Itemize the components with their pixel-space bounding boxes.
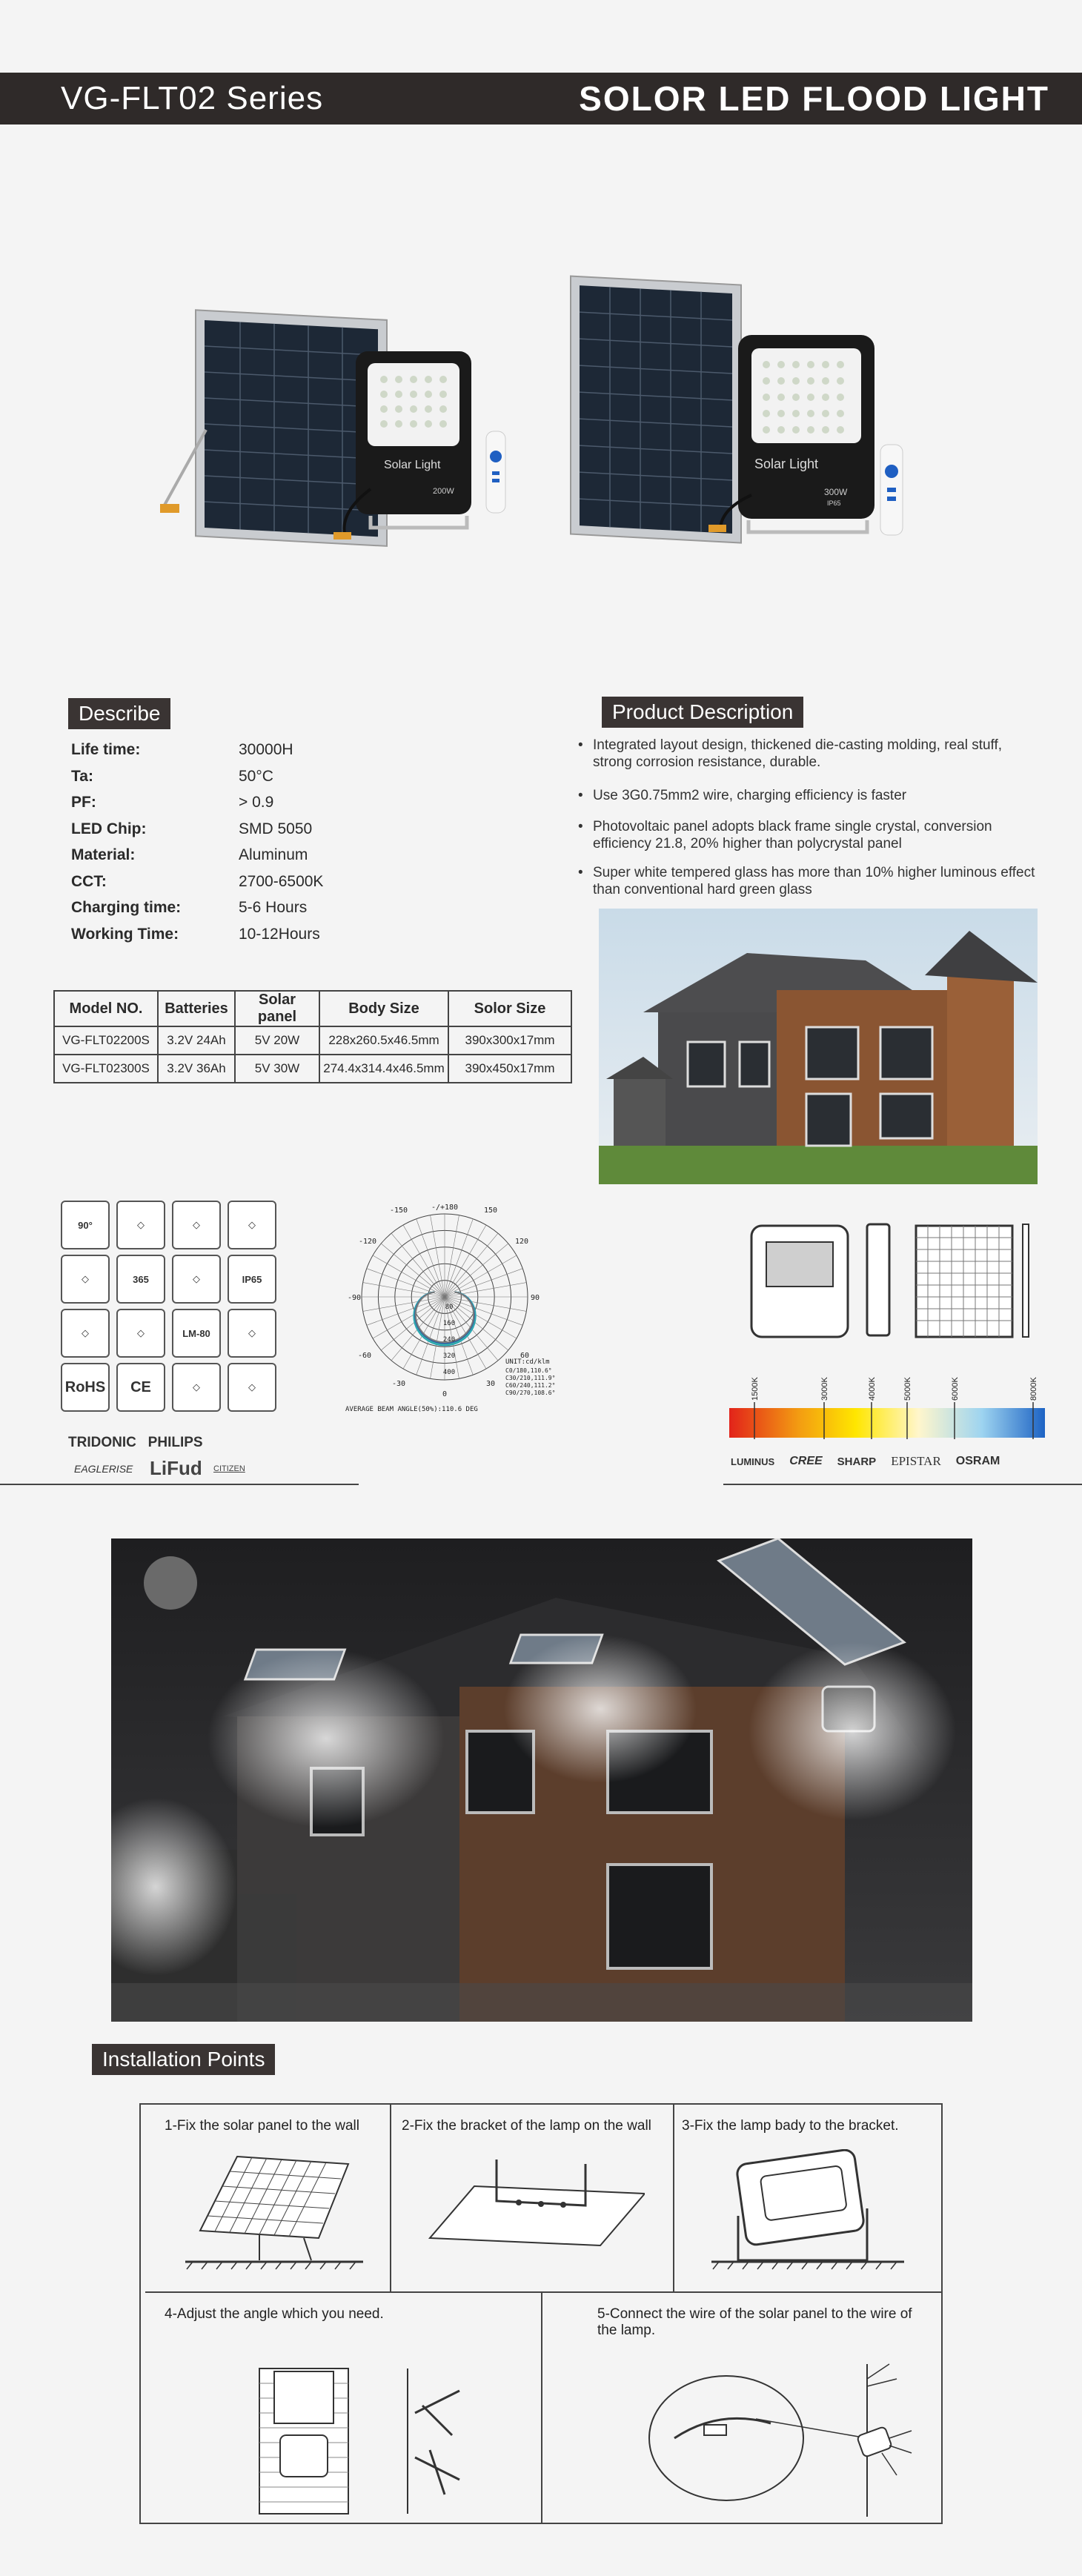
product-image-200w [148, 296, 534, 563]
lm80-icon: LM-80 [172, 1309, 221, 1358]
polar-legend-item: C60/240,111.2° [505, 1382, 556, 1389]
polar-ring-label: 160 [442, 1320, 456, 1327]
bracket-drawing [422, 2157, 645, 2253]
spec-value: 10-12Hours [239, 925, 320, 943]
left-divider [0, 1484, 359, 1485]
home-icon: ◇ [116, 1309, 165, 1358]
ip65-icon: IP65 [228, 1255, 276, 1304]
polar-tick-label: -60 [357, 1352, 372, 1360]
lightning-icon: ◇ [172, 1201, 221, 1249]
spec-value: 50°C [239, 767, 273, 785]
install-step-3: 3-Fix the lamp bady to the bracket. [682, 2118, 899, 2134]
table-cell: 274.4x314.4x46.5mm [319, 1055, 448, 1083]
polar-tick-label: 60 [520, 1352, 530, 1360]
table-header: Model NO. [54, 991, 158, 1026]
series-title: VG-FLT02 Series [61, 80, 324, 116]
description-item: • Use 3G0.75mm2 wire, charging efficiency is faster [593, 787, 1038, 804]
night-scene-photo [111, 1538, 972, 2022]
table-header: Solor Size [448, 991, 571, 1026]
polar-tick-label: 120 [514, 1238, 529, 1246]
table-cell: VG-FLT02200S [54, 1026, 158, 1055]
polar-legend-item: C0/180,110.6° [505, 1367, 552, 1374]
wire-connection-drawing [645, 2357, 926, 2517]
table-row [54, 1055, 571, 1083]
lifetime-365-icon: 365 [116, 1255, 165, 1304]
cct-tick-label: 4000K [868, 1377, 877, 1401]
description-item: • Super white tempered glass has more than 10% higher luminous effect than conventional hard green glass [593, 864, 1038, 898]
install-step-4: 4-Adjust the angle which you need. [165, 2306, 384, 2322]
polar-unit: UNIT:cd/klm [505, 1358, 550, 1366]
table-cell: 228x260.5x46.5mm [319, 1026, 448, 1055]
cct-tick-label: 8000K [1029, 1377, 1038, 1401]
spec-label: Material: [71, 846, 136, 863]
cct-tick-label: 6000K [951, 1377, 960, 1401]
spec-label: Ta: [71, 767, 93, 785]
lamp-watt-left: 200W [433, 487, 454, 496]
polar-tick-label: 90 [530, 1294, 540, 1302]
weee-icon: ◇ [228, 1309, 276, 1358]
table-header: Body Size [319, 991, 448, 1026]
spec-label: LED Chip: [71, 820, 147, 837]
solar-charge-icon: ◇ [61, 1255, 110, 1304]
table-cell: 390x450x17mm [448, 1055, 571, 1083]
polar-tick-label: -30 [391, 1380, 406, 1388]
model-table [53, 990, 572, 1083]
beam-angle-icon: 90° [61, 1201, 110, 1249]
polar-tick-label: 0 [442, 1390, 448, 1398]
table-cell: 3.2V 24Ah [158, 1026, 235, 1055]
polar-tick-label: -150 [389, 1206, 408, 1215]
lamp-ip-right: IP65 [827, 499, 841, 507]
spec-value: 5-6 Hours [239, 899, 308, 916]
cct-tick-label: 3000K [820, 1377, 829, 1401]
polar-tick-label: -90 [347, 1294, 362, 1302]
sun-icon: ◇ [172, 1255, 221, 1304]
recycle-bin-icon: ◇ [228, 1363, 276, 1412]
house-photo [599, 909, 1038, 1184]
spec-value: 30000H [239, 741, 293, 758]
right-divider [723, 1484, 1082, 1485]
polar-ring-label: 320 [442, 1352, 456, 1360]
spec-value: SMD 5050 [239, 820, 313, 837]
describe-tag: Describe [68, 698, 170, 729]
spec-label: PF: [71, 794, 96, 811]
cct-gradient-bar [729, 1408, 1045, 1438]
brand-cree: CREE [789, 1455, 823, 1467]
wall-lamp-drawing [245, 2361, 482, 2517]
lamp-label-right: Solar Light [754, 457, 819, 471]
spec-value: 2700-6500K [239, 872, 324, 890]
color-temperature-scale [719, 1371, 1052, 1453]
battery-timer-icon: ◇ [116, 1201, 165, 1249]
polar-legend-item: C90/270,108.6° [505, 1390, 556, 1396]
brand-luminus: LUMINUS [731, 1455, 775, 1467]
install-step-1: 1-Fix the solar panel to the wall [165, 2118, 359, 2134]
lamp-watt-right: 300W [824, 487, 848, 497]
description-item: • Photovoltaic panel adopts black frame single crystal, conversion efficiency 21.8, 20% higher than polycrystal panel [593, 818, 1038, 852]
polar-legend-item: C30/210,111.9° [505, 1375, 556, 1381]
description-item: • Integrated layout design, thickened die-casting molding, real stuff, strong corrosion resistance, durable. [593, 737, 1038, 771]
brand-tridonic: TRIDONIC [68, 1435, 136, 1450]
cct-tick-label: 1500K [751, 1377, 760, 1401]
product-image-300w [563, 273, 912, 554]
brand-osram: OSRAM [955, 1455, 1000, 1467]
table-header: Batteries [158, 991, 235, 1026]
polar-ring-label: 80 [445, 1304, 454, 1311]
rohs-icon: RoHS [61, 1363, 110, 1412]
spec-label: Working Time: [71, 925, 179, 943]
spec-label: CCT: [71, 872, 107, 890]
polar-ring-label: 400 [442, 1369, 456, 1376]
solar-panel-icon: ◇ [228, 1201, 276, 1249]
table-row [54, 1026, 571, 1055]
dimension-drawing [749, 1220, 1038, 1346]
lamp-bracket-drawing [711, 2149, 904, 2275]
product-title: SOLOR LED FLOOD LIGHT [579, 79, 1049, 118]
product-description-tag: Product Description [602, 697, 803, 728]
spec-value: Aluminum [239, 846, 308, 863]
table-header: Solar panel [235, 991, 319, 1026]
spec-value: > 0.9 [239, 794, 274, 811]
table-cell: 390x300x17mm [448, 1026, 571, 1055]
cct-tick-label: 5000K [903, 1377, 912, 1401]
install-step-5: 5-Connect the wire of the solar panel to the wire of the lamp. [597, 2306, 912, 2338]
dimming-icon: ◇ [61, 1309, 110, 1358]
brand-philips: PHILIPS [147, 1435, 203, 1450]
spec-label: Life time: [71, 741, 141, 758]
table-cell: 5V 20W [235, 1026, 319, 1055]
brand-citizen: CITIZEN [213, 1464, 245, 1473]
brand-sharp: SHARP [837, 1455, 877, 1468]
table-cell: VG-FLT02300S [54, 1055, 158, 1083]
solar-panel-drawing [185, 2149, 363, 2275]
table-cell: 3.2V 36Ah [158, 1055, 235, 1083]
installation-tag: Installation Points [92, 2044, 275, 2075]
ce-icon: CE [116, 1363, 165, 1412]
polar-ring-label: 240 [442, 1336, 456, 1344]
polar-tick-label: 150 [483, 1206, 498, 1215]
brand-lifud: LiFud [150, 1457, 202, 1479]
polar-diagram [296, 1201, 593, 1423]
polar-tick-label: 30 [485, 1380, 496, 1388]
polar-tick-label: -120 [358, 1238, 377, 1246]
polar-top-label: -/+180 [431, 1204, 459, 1212]
install-step-2: 2-Fix the bracket of the lamp on the wall [402, 2118, 651, 2134]
polar-beam-angle: AVERAGE BEAM ANGLE(50%):110.6 DEG [345, 1406, 478, 1413]
brand-eaglerise: EAGLERISE [74, 1463, 133, 1475]
spec-label: Charging time: [71, 899, 182, 916]
lamp-label-left: Solar Light [384, 459, 441, 471]
table-cell: 5V 30W [235, 1055, 319, 1083]
recycle-icon: ◇ [172, 1363, 221, 1412]
brand-epistar: EPISTAR [891, 1454, 941, 1468]
